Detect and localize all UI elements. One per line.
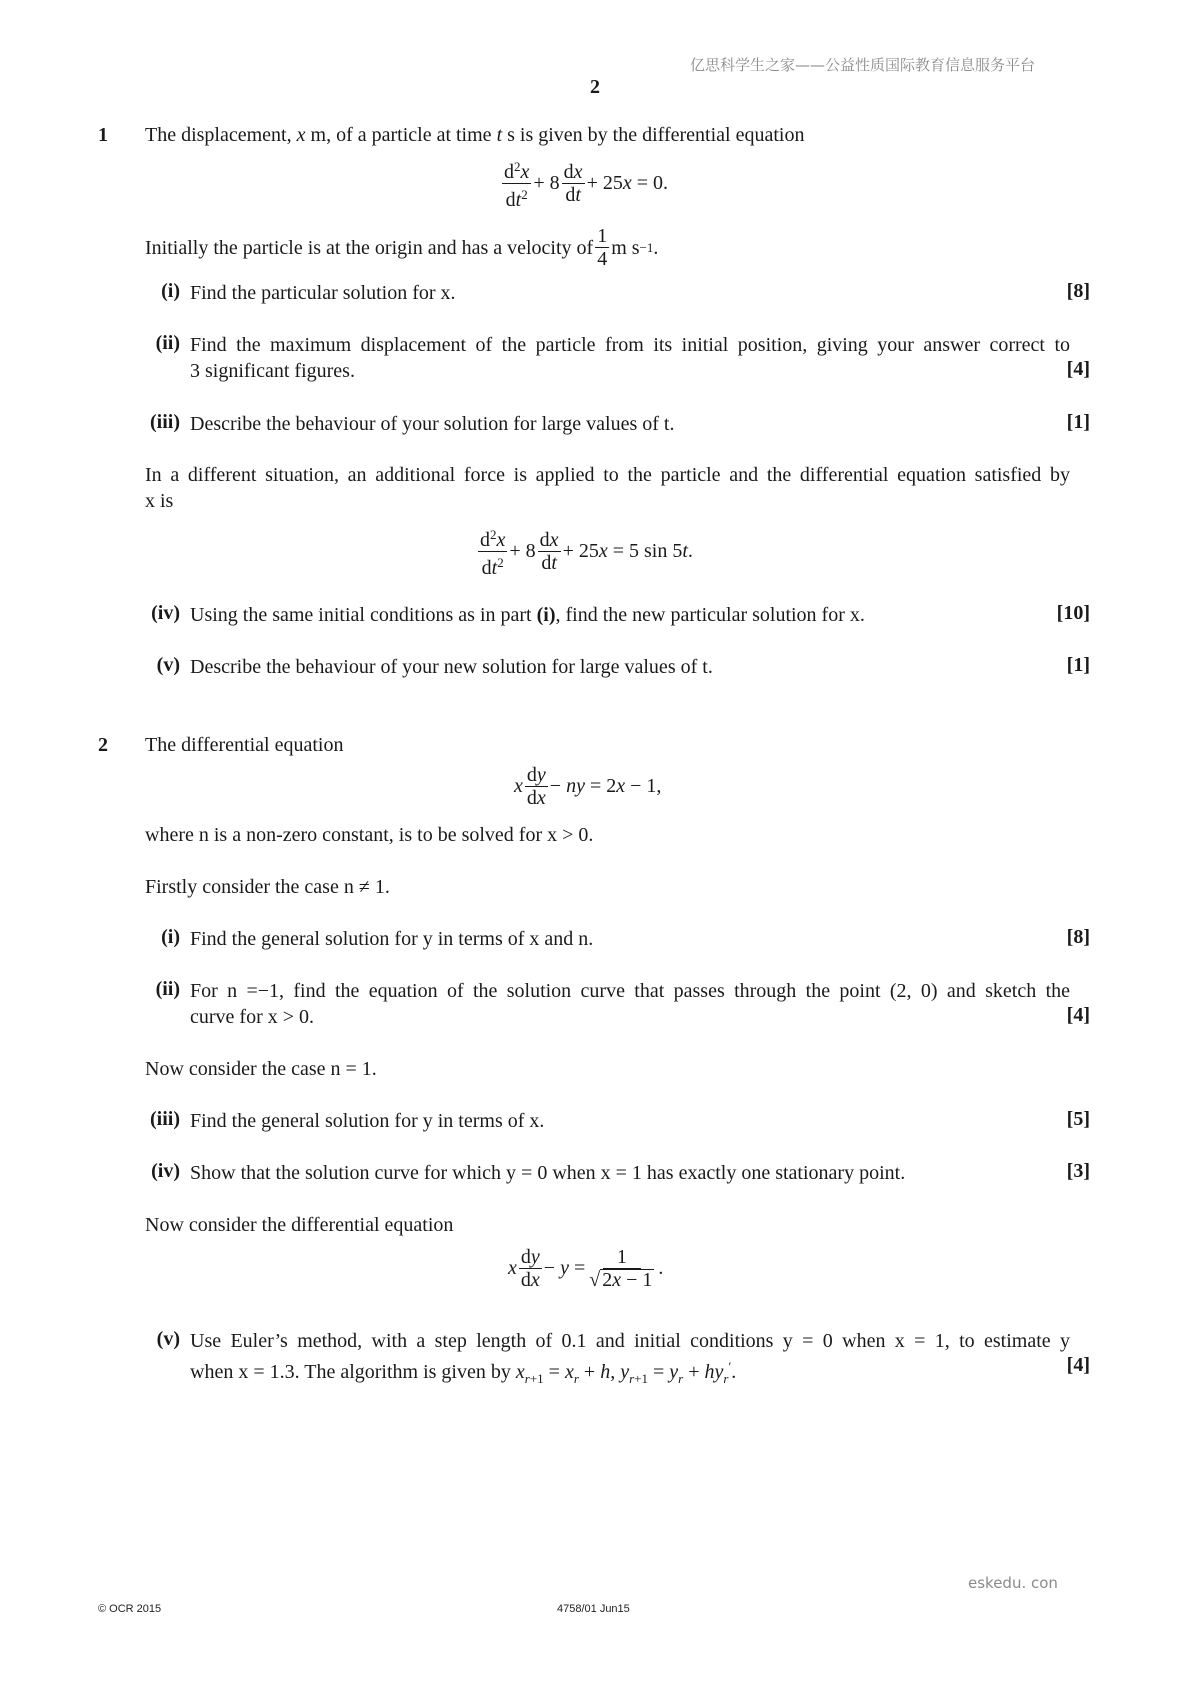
- q1-part-iii-mark: [1]: [1066, 411, 1090, 433]
- q1-part-v-mark: [1]: [1066, 654, 1090, 676]
- q1-equation-1: $\frac{d^2x}{dt^2}$ + 8 $\frac{dx}{dt}$ + 25x = 0.: [500, 156, 668, 211]
- q2-part-ii-text-line1: For n =−1, find the equation of the solution curve that passes through the point (2, 0) and sketch the: [190, 980, 1070, 1002]
- q1-equation-2: $\frac{d^2x}{dt^2}$ + 8 $\frac{dx}{dt}$ + 25x = 5 sin 5t.: [476, 524, 693, 579]
- q1-part-ii-mark: [4]: [1066, 358, 1090, 380]
- q1-part-iv-mark: [10]: [1056, 602, 1090, 624]
- q1-part-i-text: Find the particular solution for x.: [190, 282, 456, 304]
- q1-initial-conditions: Initially the particle is at the origin and has a velocity of $\frac{1}{4}$ m s −1 .: [145, 225, 659, 270]
- q1-intro: The displacement, x m, of a particle at time t s is given by the differential equation: [145, 124, 805, 146]
- q2-part-iv-text: Show that the solution curve for which y = 0 when x = 1 has exactly one stationary point.: [190, 1162, 906, 1184]
- q2-intro: The differential equation: [145, 734, 344, 756]
- q1-part-ii-text-line1: Find the maximum displacement of the particle from its initial position, giving your answer correct to: [190, 334, 1070, 356]
- question-2-number: 2: [98, 734, 108, 756]
- page-number: 2: [590, 76, 600, 98]
- q1-part-iv-label: (iv): [151, 602, 180, 624]
- q1-different-situation-line2: x is: [145, 490, 174, 512]
- footer-paper-code: 4758/01 Jun15: [557, 1603, 630, 1615]
- q2-part-ii-mark: [4]: [1066, 1004, 1090, 1026]
- q2-part-iii-label: (iii): [150, 1108, 180, 1130]
- q2-part-v-text-line1: Use Euler’s method, with a step length of 0.1 and initial conditions y = 0 when x = 1, to estimate y: [190, 1330, 1070, 1352]
- q2-where: where n is a non-zero constant, is to be solved for x > 0.: [145, 824, 594, 846]
- q2-consider: Now consider the differential equation: [145, 1214, 454, 1236]
- q1-different-situation-line1: In a different situation, an additional force is applied to the particle and the differential equation satisfied by: [145, 464, 1070, 486]
- q1-part-v-label: (v): [156, 654, 180, 676]
- q2-part-ii-label: (ii): [155, 978, 180, 1000]
- q1-part-i-label: (i): [161, 280, 180, 302]
- q2-case-2: Now consider the case n = 1.: [145, 1058, 377, 1080]
- watermark-bottom: eskedu. con: [968, 1574, 1058, 1592]
- footer-copyright: © OCR 2015: [98, 1603, 162, 1615]
- q2-part-v-text-line2: when x = 1.3. The algorithm is given by $x_{r+1} = x_r + h$, $y_{r+1} = y_r + hy_r'$.: [190, 1359, 737, 1386]
- q2-part-iv-label: (iv): [151, 1160, 180, 1182]
- q2-part-iii-text: Find the general solution for y in terms of x.: [190, 1110, 545, 1132]
- q2-equation-2: x $\frac{dy}{dx}$ − y = $\frac{1}{√ 2x - 1}$ .: [508, 1246, 664, 1291]
- q1-part-iii-label: (iii): [150, 411, 180, 433]
- q1-part-ii-label: (ii): [155, 332, 180, 354]
- watermark-top: 亿思科学生之家——公益性质国际教育信息服务平台: [690, 56, 1036, 74]
- q2-equation-1: x $\frac{dy}{dx}$ − ny = 2x − 1,: [514, 764, 662, 809]
- q1-part-v-text: Describe the behaviour of your new solution for large values of t.: [190, 656, 713, 678]
- q2-part-v-label: (v): [156, 1328, 180, 1350]
- q2-part-i-text: Find the general solution for y in terms of x and n.: [190, 928, 594, 950]
- q1-part-iv-text: Using the same initial conditions as in part (i), find the new particular solution for x.: [190, 604, 865, 626]
- q1-part-i-mark: [8]: [1066, 280, 1090, 302]
- q1-part-iii-text: Describe the behaviour of your solution for large values of t.: [190, 413, 675, 435]
- q2-part-i-mark: [8]: [1066, 926, 1090, 948]
- question-1-number: 1: [98, 124, 108, 146]
- q2-case-1: Firstly consider the case n ≠ 1.: [145, 876, 390, 898]
- q2-part-iv-mark: [3]: [1066, 1160, 1090, 1182]
- q2-part-i-label: (i): [161, 926, 180, 948]
- q1-part-ii-text-line2: 3 significant figures.: [190, 360, 355, 382]
- q2-part-ii-text-line2: curve for x > 0.: [190, 1006, 315, 1028]
- q2-part-iii-mark: [5]: [1066, 1108, 1090, 1130]
- q2-part-v-mark: [4]: [1066, 1354, 1090, 1376]
